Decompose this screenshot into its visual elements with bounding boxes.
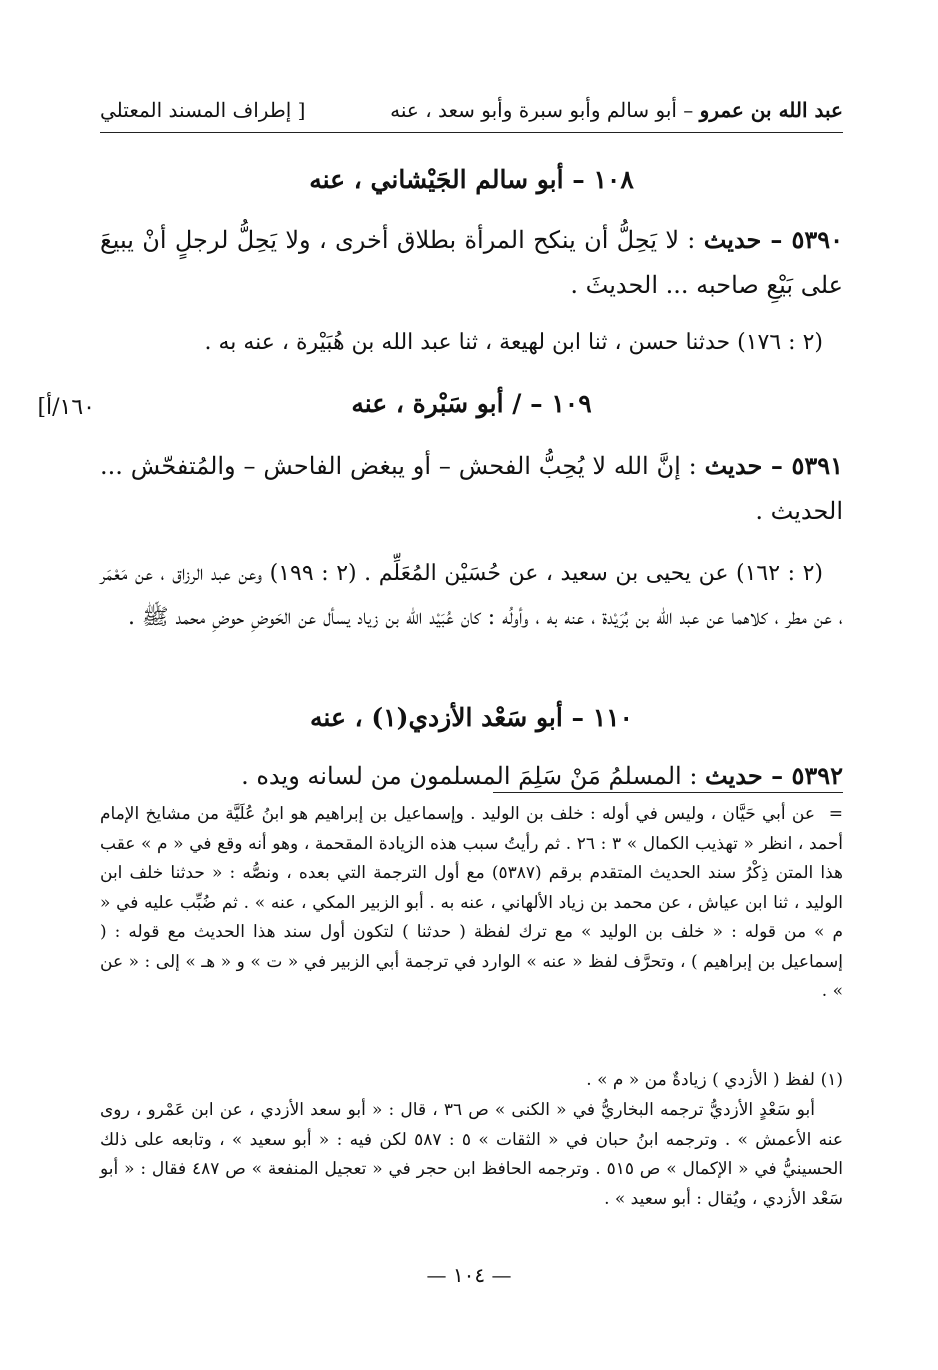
- hadith-5391-source: (٢ : ١٦٢) عن يحيى بن سعيد ، عن حُسَيْن المُعَلِّم . (٢ : ١٩٩) وعن عبد الرزاق ، عن مَعْمَر ، عن مطر ، كلاهما عن عبد الله بن بُرَيْدة ، عنه به ، وأولُه : كان عُبَيْد الله بن زياد يسأل عن الحَوضِ حوضِ محمد ﷺ .: [100, 561, 843, 630]
- section-heading-108: ١٠٨ – أبو سالم الجَيْشاني ، عنه: [309, 165, 634, 194]
- header-title-bold: عبد الله بن عمرو: [699, 98, 843, 122]
- hadith-5390-source: (٢ : ١٧٦) حدثنا حسن ، ثنا ابن لهيعة ، ثنا عبد الله بن هُبَيْرة ، عنه به .: [204, 330, 823, 355]
- hadith-text: : المسلمُ مَنْ سَلِمَ المسلمون من لسانه ويده .: [241, 762, 706, 790]
- page-number-text: — ١٠٤ —: [426, 1263, 512, 1287]
- footnote-divider: [493, 792, 843, 793]
- header-book-title: [ إطراف المسند المعتلي: [100, 98, 306, 122]
- footnote-text: عن أبي حَيَّان ، وليس في أوله : خلف بن الوليد . وإسماعيل بن إبراهيم هو ابنُ عُلَيَّة من مشايخ الإمام أحمد ، انظر « تهذيب الكمال » ٣ : ٢٦ . ثم رأيتُ سبب هذه الزيادة المقحمة ، وهو أنه وقع في « م » عقب هذا المتن ذِكْرُ سند الحديث المتقدم برقم (٥٣٨٧) مع أول الترجمة التي بعده ، ونصُّه : « حدثنا خلف ابن الوليد ، ثنا ابن عياش ، عن محمد بن زياد الألهاني ، عنه به . أبو الزبير المكي ، عنه » . ثم ضُبِّب عليه في « م » من قوله : « خلف بن الوليد » مع ترك لفظة ( حدثنا ) لتكون أول سند هذا الحديث مع قوله : ( إسماعيل بن إبراهيم ) ، وتحرَّف لفظ « عنه » الوارد في ترجمة أبي الزبير في « ت » و « هـ » إلى : « عن » .: [100, 804, 843, 1001]
- header-title-rest: – أبو سالم وأبو سبرة وأبو سعد ، عنه: [390, 98, 700, 122]
- continuation-marker: =: [828, 804, 843, 824]
- hadith-5390: [100, 217, 843, 308]
- hadith-number: ٥٣٩٢ – حديث: [705, 761, 843, 790]
- hadith-number: ٥٣٩١ – حديث: [704, 451, 843, 480]
- section-heading-109: ١٠٩ – / أبو سَبْرة ، عنه: [351, 389, 592, 418]
- footnote-marker: (١): [820, 1070, 843, 1090]
- hadith-text: : لا يَحِلُّ أن ينكح المرأة بطلاق أخرى ، ولا يَحِلُّ لرجلٍ أنْ يبيعَ على بَيْعِ صاحبه ... الحديثَ .: [100, 226, 843, 299]
- folio-margin-note: ١٦٠/أ]: [37, 395, 95, 420]
- hadith-text: : إنَّ الله لا يُحِبُّ الفحش – أو يبغض الفاحش – والمُتفحّش ... الحديث .: [100, 452, 843, 525]
- section-heading-110: ١١٠ – أبو سَعْد الأزدي(١) ، عنه: [310, 703, 633, 732]
- running-header: [100, 92, 843, 133]
- page-number: [0, 1263, 938, 1287]
- footnote-continuation: [100, 800, 843, 1007]
- footnote-1: [100, 1066, 843, 1096]
- hadith-number: ٥٣٩٠ – حديث: [703, 225, 844, 254]
- footnote-1-more: أبو سَعْدٍ الأزديُّ ترجمه البخاريُّ في « الكنى » ص ٣٦ ، قال : « أبو سعد الأزدي ، عن ابن عَمْرو ، روى عنه الأعمش » . وترجمه ابنُ حبان في « الثقات » ٥ : ٥٨٧ لكن فيه : « أبو سعيد » ، وتابعه على ذلك الحسينيُّ في « الإكمال » ص ٥١٥ . وترجمه الحافظ ابن حجر في « تعجيل المنفعة » ص ٤٨٧ فقال : « أبو سَعْد الأزدي ، ويُقال : أبو سعيد » .: [100, 1100, 843, 1209]
- hadith-5391: [100, 443, 843, 534]
- header-title: [390, 98, 843, 122]
- footnote-text: لفظ ( الأزدي ) زيادةٌ من « م » .: [586, 1070, 815, 1090]
